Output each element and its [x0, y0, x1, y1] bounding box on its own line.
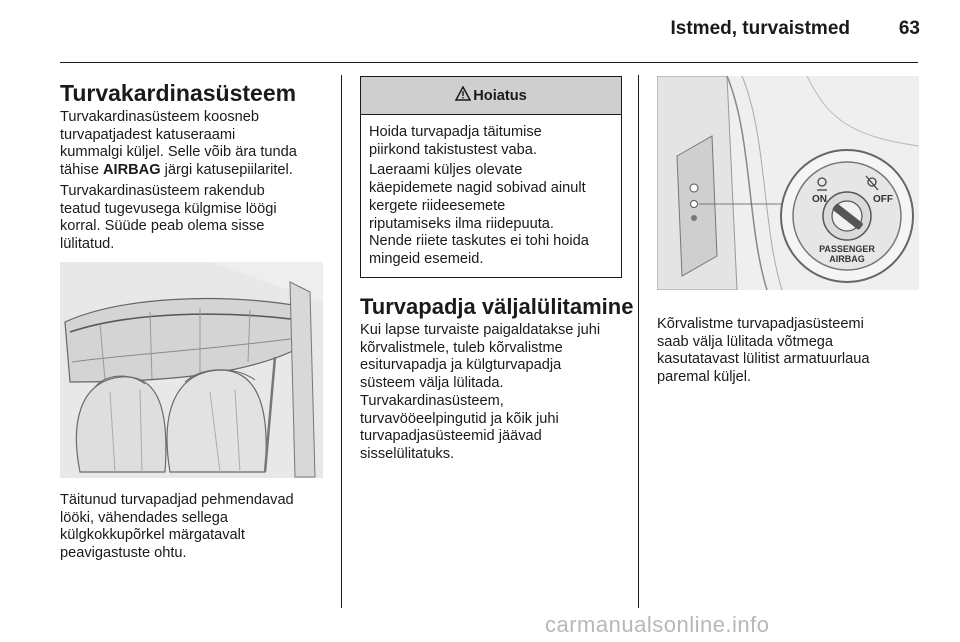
switch-on-label: ON: [812, 194, 827, 205]
switch-figure-caption: Kõrvalistme turvapadjasüsteemi saab välja lülitada võtmega kasutatavast lülitist armatuurlaua paremal küljel.: [657, 316, 870, 386]
switch-passenger-label: PASSENGER: [819, 244, 875, 254]
switch-airbag-label: AIRBAG: [829, 254, 865, 264]
warning-triangle-icon: [455, 86, 471, 105]
curtain-paragraph-1: Turvakardinasüsteem koosneb turvapatjadest katuseraami kummalgi küljel. Selle võib ära tunda tähise AIRBAG järgi katusepiilaritel.: [60, 109, 297, 179]
curtain-airbag-illustration: [60, 262, 323, 478]
warning-paragraph-1: Hoida turvapadja täitumise piirkond takistustest vaba.: [369, 124, 542, 158]
header-rule: [60, 62, 918, 63]
column-divider-right: [638, 75, 639, 608]
page-number: 63: [898, 18, 920, 39]
curtain-figure-caption: Täitunud turvapadjad pehmendavad lööki, vähendades sellega külgkokkupõrkel märgatavalt peavigastuste ohtu.: [60, 492, 294, 562]
curtain-paragraph-2: Turvakardinasüsteem rakendub teatud tugevusega külgmise löögi korral. Süüde peab olema sisse lülitatud.: [60, 182, 277, 252]
watermark: carmanualsonline.info: [545, 612, 770, 637]
warning-box: [360, 76, 622, 278]
section-heading-deactivation: Turvapadja väljalülitamine: [360, 294, 634, 319]
warning-paragraph-2: Laeraami küljes olevate käepidemete nagid sobivad ainult kergete riideesemete riputamiseks ilma riidepuuta. Nende riiete taskutes ei tohi hoida mingeid esemeid.: [369, 162, 589, 267]
warning-header: [361, 77, 621, 115]
warning-title: Hoiatus: [473, 87, 527, 104]
running-header-title: Istmed, turvaistmed: [670, 18, 850, 39]
left-column: [60, 80, 332, 254]
deactivation-paragraph: Kui lapse turvaiste paigaldatakse juhi kõrvalistmele, tuleb kõrvalistme esiturvapadja ja külgturvapadja süsteem välja lülitada. Turvakardinasüsteem, turvavööeelpingutid ja kõik juhi turvapadjasüsteemid jäävad sisselülitatuks.: [360, 322, 601, 462]
airbag-switch-illustration: [657, 76, 919, 290]
middle-column: [360, 293, 632, 464]
column-divider-left: [341, 75, 342, 608]
airbag-label: AIRBAG: [103, 162, 161, 179]
section-heading-curtain: Turvakardinasüsteem: [60, 80, 297, 106]
switch-off-label: OFF: [873, 194, 893, 205]
